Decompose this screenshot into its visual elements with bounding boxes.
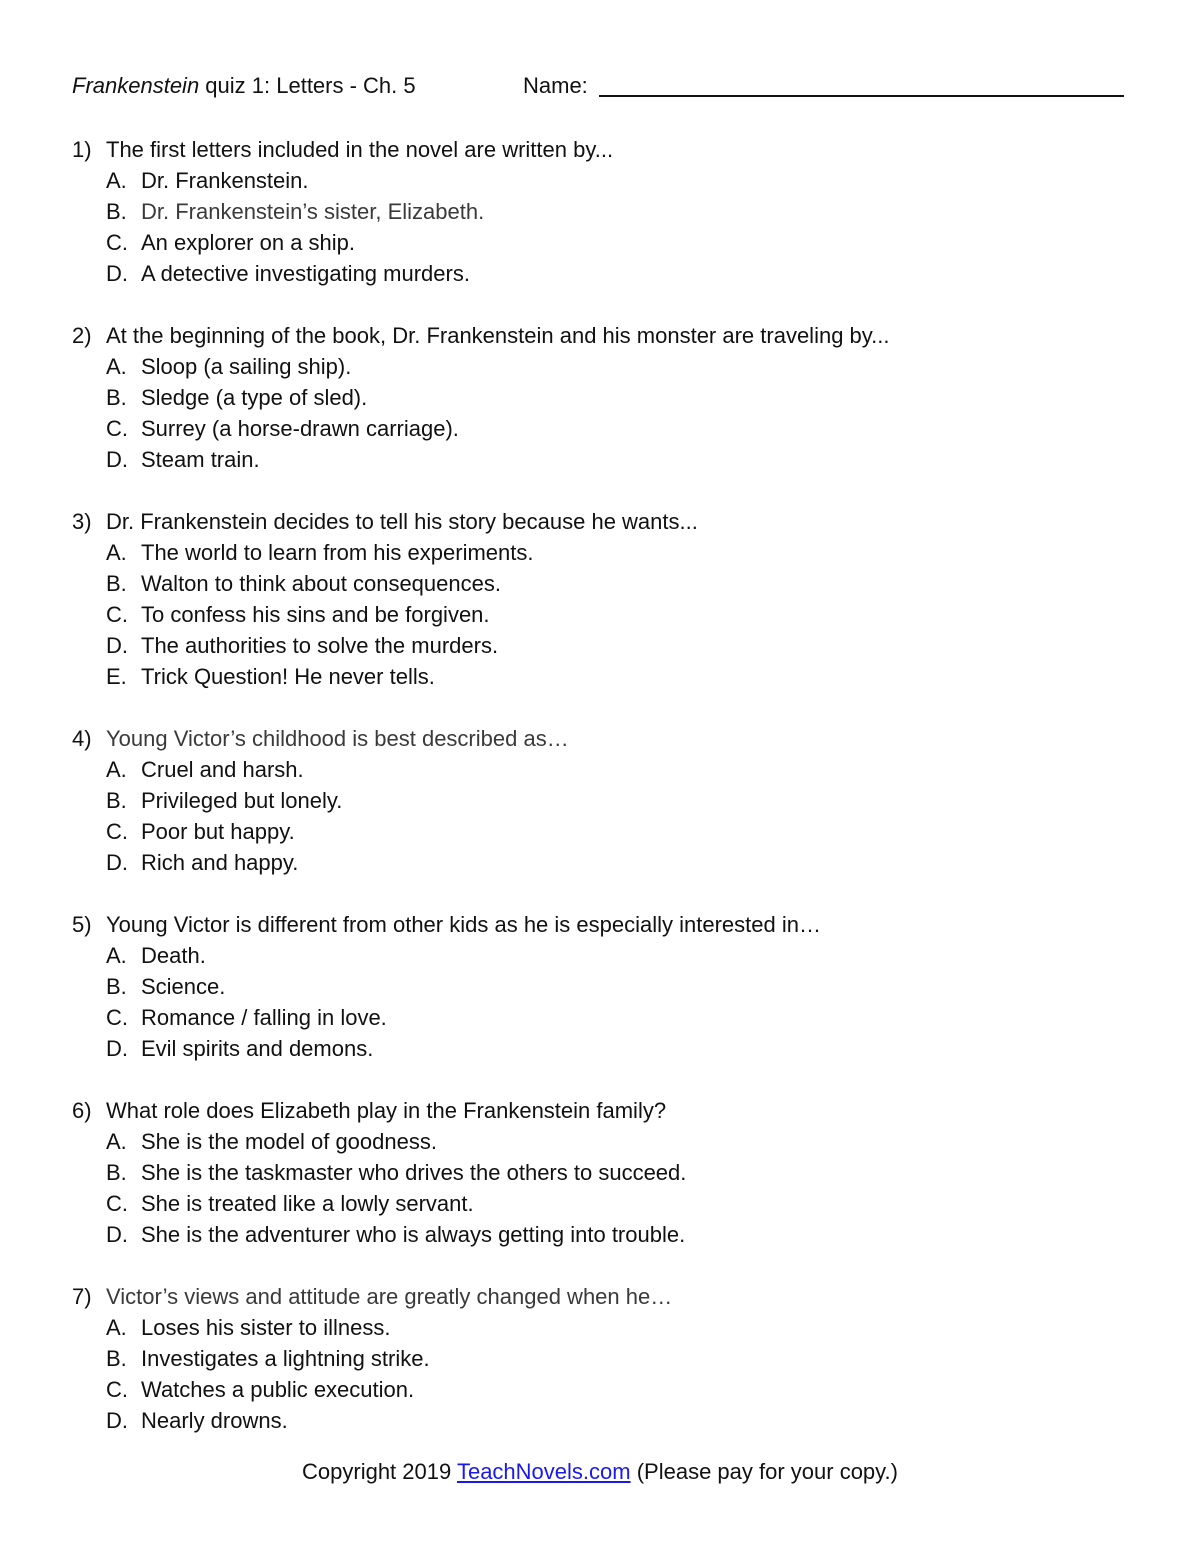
option-letter: A.	[106, 1129, 127, 1154]
question-2	[72, 320, 1132, 475]
question-5	[72, 909, 1132, 1064]
option-text: Sloop (a sailing ship).	[141, 354, 352, 379]
name-label: Name:	[523, 73, 588, 98]
option-text: She is the taskmaster who drives the others to succeed.	[141, 1160, 687, 1185]
question-number: 3)	[72, 509, 92, 534]
option-text: She is the model of goodness.	[141, 1129, 437, 1154]
option-text: Trick Question! He never tells.	[141, 664, 435, 689]
answer-option	[72, 1188, 1132, 1219]
answer-option	[72, 847, 1132, 878]
question-text: Victor’s views and attitude are greatly changed when he…	[106, 1284, 673, 1309]
option-letter: C.	[106, 1191, 128, 1216]
answer-option	[72, 196, 1132, 227]
answer-option	[72, 785, 1132, 816]
answer-option	[72, 940, 1132, 971]
quiz-title	[72, 70, 416, 102]
option-letter: B.	[106, 788, 127, 813]
answer-option	[72, 599, 1132, 630]
answer-option	[72, 1126, 1132, 1157]
answer-option	[72, 568, 1132, 599]
answer-option	[72, 754, 1132, 785]
answer-option	[72, 351, 1132, 382]
answer-option	[72, 1343, 1132, 1374]
option-text: Steam train.	[141, 447, 260, 472]
option-text: Romance / falling in love.	[141, 1005, 387, 1030]
question-number: 4)	[72, 726, 92, 751]
answer-option	[72, 971, 1132, 1002]
answer-option	[72, 661, 1132, 692]
option-letter: D.	[106, 1036, 128, 1061]
answer-option	[72, 413, 1132, 444]
answer-option	[72, 1374, 1132, 1405]
question-4	[72, 723, 1132, 878]
question-list	[72, 134, 1132, 1467]
answer-option	[72, 1157, 1132, 1188]
option-text: Privileged but lonely.	[141, 788, 343, 813]
question-stem	[72, 1095, 1132, 1126]
quiz-title-rest: quiz 1: Letters - Ch. 5	[199, 73, 416, 98]
option-letter: B.	[106, 974, 127, 999]
option-letter: A.	[106, 757, 127, 782]
option-letter: D.	[106, 447, 128, 472]
option-text: Evil spirits and demons.	[141, 1036, 374, 1061]
option-letter: B.	[106, 1346, 127, 1371]
question-text: The first letters included in the novel are written by...	[106, 137, 614, 162]
option-text: Death.	[141, 943, 206, 968]
option-letter: D.	[106, 261, 128, 286]
quiz-header	[72, 70, 1132, 102]
question-number: 6)	[72, 1098, 92, 1123]
option-letter: A.	[106, 943, 127, 968]
option-text: She is the adventurer who is always getting into trouble.	[141, 1222, 686, 1247]
question-number: 2)	[72, 323, 92, 348]
option-text: A detective investigating murders.	[141, 261, 470, 286]
option-text: Investigates a lightning strike.	[141, 1346, 430, 1371]
option-letter: C.	[106, 1377, 128, 1402]
option-text: Nearly drowns.	[141, 1408, 288, 1433]
question-6	[72, 1095, 1132, 1250]
question-stem	[72, 723, 1132, 754]
question-text: Young Victor is different from other kids as he is especially interested in…	[106, 912, 821, 937]
option-text: Dr. Frankenstein’s sister, Elizabeth.	[141, 199, 485, 224]
option-letter: C.	[106, 1005, 128, 1030]
question-stem	[72, 909, 1132, 940]
answer-option	[72, 816, 1132, 847]
option-text: Science.	[141, 974, 226, 999]
option-letter: A.	[106, 1315, 127, 1340]
option-text: The authorities to solve the murders.	[141, 633, 499, 658]
question-1	[72, 134, 1132, 289]
answer-option	[72, 1405, 1132, 1436]
option-text: Cruel and harsh.	[141, 757, 304, 782]
option-text: To confess his sins and be forgiven.	[141, 602, 490, 627]
teachnovels-link[interactable]: TeachNovels.com	[456, 1459, 631, 1484]
question-number: 7)	[72, 1284, 92, 1309]
option-letter: C.	[106, 230, 128, 255]
option-letter: D.	[106, 633, 128, 658]
question-stem	[72, 320, 1132, 351]
option-letter: E.	[106, 664, 127, 689]
option-letter: B.	[106, 571, 127, 596]
copyright-prefix: Copyright 2019	[302, 1459, 457, 1484]
answer-option	[72, 444, 1132, 475]
option-text: Rich and happy.	[141, 850, 299, 875]
option-text: An explorer on a ship.	[141, 230, 356, 255]
answer-option	[72, 1219, 1132, 1250]
answer-option	[72, 1002, 1132, 1033]
question-text: Young Victor’s childhood is best described as…	[106, 726, 569, 751]
question-stem	[72, 506, 1132, 537]
option-text: Loses his sister to illness.	[141, 1315, 391, 1340]
answer-option	[72, 537, 1132, 568]
option-text: Dr. Frankenstein.	[141, 168, 309, 193]
answer-option	[72, 382, 1132, 413]
option-letter: B.	[106, 1160, 127, 1185]
option-letter: A.	[106, 168, 127, 193]
option-text: Poor but happy.	[141, 819, 295, 844]
quiz-title-book: Frankenstein	[72, 73, 200, 98]
option-text: She is treated like a lowly servant.	[141, 1191, 474, 1216]
copyright-footer	[0, 1457, 1200, 1487]
option-letter: C.	[106, 819, 128, 844]
option-text: Walton to think about consequences.	[141, 571, 501, 596]
option-letter: D.	[106, 850, 128, 875]
option-text: Watches a public execution.	[141, 1377, 415, 1402]
option-letter: C.	[106, 416, 128, 441]
answer-option	[72, 258, 1132, 289]
question-text: What role does Elizabeth play in the Frankenstein family?	[106, 1098, 667, 1123]
option-letter: D.	[106, 1222, 128, 1247]
option-text: The world to learn from his experiments.	[141, 540, 534, 565]
question-number: 1)	[72, 137, 92, 162]
option-letter: B.	[106, 385, 127, 410]
name-blank-line	[599, 95, 1124, 97]
answer-option	[72, 227, 1132, 258]
answer-option	[72, 1033, 1132, 1064]
question-stem	[72, 1281, 1132, 1312]
option-text: Sledge (a type of sled).	[141, 385, 368, 410]
copyright-suffix: (Please pay for your copy.)	[630, 1459, 898, 1484]
question-stem	[72, 134, 1132, 165]
answer-option	[72, 165, 1132, 196]
option-letter: C.	[106, 602, 128, 627]
option-letter: A.	[106, 540, 127, 565]
question-text: Dr. Frankenstein decides to tell his story because he wants...	[106, 509, 698, 534]
question-7	[72, 1281, 1132, 1436]
question-number: 5)	[72, 912, 92, 937]
option-text: Surrey (a horse-drawn carriage).	[141, 416, 459, 441]
option-letter: D.	[106, 1408, 128, 1433]
answer-option	[72, 630, 1132, 661]
option-letter: A.	[106, 354, 127, 379]
question-text: At the beginning of the book, Dr. Frankenstein and his monster are traveling by...	[106, 323, 890, 348]
option-letter: B.	[106, 199, 127, 224]
question-3	[72, 506, 1132, 692]
answer-option	[72, 1312, 1132, 1343]
